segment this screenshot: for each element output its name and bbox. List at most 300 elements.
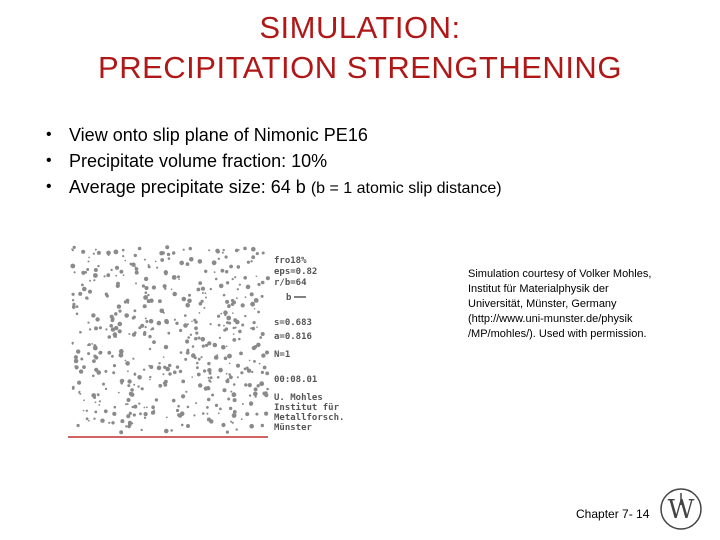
precipitate-dot: [232, 312, 234, 314]
precipitate-dot: [222, 252, 224, 254]
precipitate-dot: [114, 312, 118, 316]
precipitate-dot: [126, 414, 130, 418]
precipitate-dot: [98, 371, 100, 373]
precipitate-dot: [158, 299, 162, 303]
precipitate-dot: [227, 354, 232, 359]
precipitate-dot: [237, 376, 239, 378]
precipitate-dot: [182, 297, 187, 302]
precipitate-dot: [110, 269, 112, 271]
precipitate-dot: [104, 275, 106, 277]
precipitate-dot: [127, 384, 130, 387]
precipitate-dot: [192, 345, 195, 348]
precipitate-dot: [118, 310, 121, 313]
precipitate-dot: [138, 247, 142, 251]
precipitate-dot: [197, 373, 201, 377]
precipitate-dot: [195, 332, 198, 335]
precipitate-dot: [233, 383, 236, 386]
precipitate-dot: [197, 288, 201, 292]
precipitate-dot: [225, 327, 228, 330]
precipitate-dot: [243, 276, 247, 280]
precipitate-dot: [94, 268, 98, 272]
precipitate-dot: [215, 278, 218, 281]
precipitate-dot: [207, 387, 211, 391]
precipitate-dot: [266, 276, 270, 280]
precipitate-dot: [79, 393, 81, 395]
precipitate-dot: [225, 255, 228, 258]
precipitate-dot: [86, 410, 88, 412]
precipitate-dot: [72, 387, 75, 390]
precipitate-dot: [194, 320, 197, 323]
precipitate-dot: [247, 261, 250, 264]
precipitate-dot: [100, 419, 104, 423]
precipitate-dot: [177, 275, 180, 278]
precipitate-dot: [218, 324, 221, 327]
precipitate-dot: [201, 300, 204, 303]
precipitate-dot: [72, 342, 74, 344]
precipitate-dot: [262, 392, 266, 396]
precipitate-dot: [72, 293, 75, 296]
precipitate-dot: [232, 338, 236, 342]
precipitate-dot: [181, 380, 185, 384]
precipitate-dot: [120, 419, 124, 423]
precipitate-dot: [116, 282, 120, 286]
precipitate-dot: [179, 329, 182, 332]
precipitate-dot: [164, 319, 169, 324]
precipitate-dot: [248, 383, 252, 387]
precipitate-dot: [233, 327, 235, 329]
precipitate-dot: [134, 254, 137, 257]
precipitate-dot: [158, 362, 160, 364]
precipitate-dot: [245, 296, 247, 298]
precipitate-dot: [259, 336, 262, 339]
precipitate-dot: [213, 343, 217, 347]
precipitate-dot: [135, 271, 139, 275]
precipitate-dot: [187, 299, 192, 304]
precipitate-dot: [107, 351, 111, 355]
precipitate-dot: [185, 303, 190, 308]
bullet-item: [44, 122, 502, 148]
precipitate-dot: [207, 362, 210, 365]
precipitate-dot: [115, 336, 117, 338]
precipitate-dot: [219, 408, 222, 411]
precipitate-dot: [119, 430, 123, 434]
bullet-note: (b = 1 atomic slip distance): [310, 180, 502, 197]
precipitate-dot: [125, 361, 130, 366]
precipitate-dot: [93, 418, 95, 420]
precipitate-dot: [238, 330, 242, 334]
precipitate-dot: [164, 272, 167, 275]
precipitate-dot: [137, 375, 142, 380]
precipitate-dot: [144, 417, 146, 419]
precipitate-dot: [194, 326, 198, 330]
precipitate-dot: [72, 303, 75, 306]
precipitate-dot: [205, 297, 207, 299]
precipitate-dot: [120, 270, 124, 274]
precipitate-dot: [141, 387, 144, 390]
precipitate-dot: [238, 338, 241, 341]
precipitate-dot: [196, 366, 199, 369]
precipitate-dot: [99, 400, 101, 402]
precipitate-dot: [245, 412, 249, 416]
precipitate-dot: [145, 287, 148, 290]
precipitate-dot: [223, 294, 226, 297]
precipitate-dot: [115, 275, 117, 277]
precipitate-dot: [118, 322, 123, 327]
precipitate-dot: [111, 355, 114, 358]
precipitate-dot: [199, 312, 201, 314]
precipitate-dot: [143, 304, 147, 308]
precipitate-dot: [236, 428, 238, 430]
precipitate-dot: [83, 410, 85, 412]
precipitate-dot: [261, 424, 264, 427]
precipitate-dot: [102, 383, 105, 386]
precipitate-dot: [106, 273, 110, 277]
precipitate-dot: [195, 402, 197, 404]
precipitate-dot: [211, 394, 214, 397]
precipitate-dot: [145, 326, 147, 328]
precipitate-dot: [187, 336, 190, 339]
precipitate-dot: [225, 300, 229, 304]
precipitate-dot: [112, 371, 115, 374]
precipitate-dot: [250, 260, 252, 262]
precipitate-dot: [196, 362, 199, 365]
precipitate-dot: [236, 297, 238, 299]
precipitate-dot: [80, 358, 83, 361]
precipitate-dot: [118, 329, 122, 333]
precipitate-dot: [221, 345, 226, 350]
precipitate-dot: [221, 423, 225, 427]
page-footer: Chapter 7- 14: [576, 507, 650, 521]
precipitate-dot: [149, 379, 151, 381]
precipitate-dot: [91, 343, 93, 345]
precipitate-dot: [83, 399, 85, 401]
precipitate-dot: [259, 363, 261, 365]
precipitate-dot: [171, 288, 173, 290]
precipitate-dot: [95, 401, 97, 403]
precipitate-dot: [89, 328, 91, 330]
readout-line: b: [286, 293, 292, 303]
precipitate-dot: [163, 284, 167, 288]
precipitate-dot: [257, 283, 260, 286]
precipitate-dot: [229, 265, 233, 269]
precipitate-dot: [214, 271, 216, 273]
precipitate-dot: [183, 249, 185, 251]
precipitate-dot: [79, 369, 83, 373]
precipitate-dot: [193, 414, 195, 416]
precipitate-dot: [170, 429, 173, 432]
precipitate-dot: [251, 247, 256, 252]
precipitate-dot: [233, 333, 235, 335]
precipitate-dot: [191, 376, 193, 378]
precipitate-dot: [128, 421, 132, 425]
precipitate-dot: [93, 344, 96, 347]
precipitate-dot: [244, 383, 247, 386]
precipitate-dot: [127, 398, 131, 402]
precipitate-dot: [205, 292, 207, 294]
precipitate-dot: [126, 299, 130, 303]
precipitate-dot: [250, 302, 255, 307]
precipitate-dot: [191, 353, 196, 358]
precipitate-dot: [119, 349, 124, 354]
slide-title: [0, 8, 720, 88]
precipitate-dot: [125, 403, 127, 405]
precipitate-dot: [91, 393, 96, 398]
precipitate-dot: [106, 294, 109, 297]
precipitate-dot: [162, 373, 164, 375]
precipitate-dot: [125, 425, 127, 427]
precipitate-dot: [93, 279, 95, 281]
precipitate-dot: [205, 344, 208, 347]
precipitate-dot: [217, 315, 220, 318]
precipitate-dot: [142, 284, 145, 287]
readout-line: U. Mohles: [274, 393, 323, 403]
precipitate-dot: [254, 308, 256, 310]
precipitate-dot: [227, 378, 230, 381]
precipitate-dot: [187, 406, 190, 409]
precipitate-dot: [151, 411, 155, 415]
precipitate-dot: [104, 409, 108, 413]
precipitate-dot: [226, 321, 229, 324]
precipitate-dot: [145, 320, 148, 323]
precipitate-dot: [263, 366, 267, 370]
precipitate-dot: [256, 276, 258, 278]
precipitate-dot: [228, 373, 231, 376]
precipitate-dot: [113, 364, 116, 367]
precipitate-dot: [74, 355, 78, 359]
precipitate-dot: [165, 245, 169, 249]
precipitate-dot: [145, 291, 148, 294]
precipitate-dot: [226, 281, 229, 284]
precipitate-dot: [168, 364, 171, 367]
precipitate-dot: [115, 266, 119, 270]
precipitate-dot: [186, 349, 189, 352]
precipitate-dot: [233, 318, 237, 322]
precipitate-dot: [145, 318, 147, 320]
precipitate-dot: [79, 331, 82, 334]
precipitate-dot: [207, 368, 211, 372]
simulation-credit: Simulation courtesy of Volker Mohles, Institut für Materialphysik der Universität, Münster, Germany (http://www.uni-munster.de/physik /MP/mohles/). Used with permission.: [468, 268, 652, 340]
precipitate-dot: [252, 346, 256, 350]
precipitate-dot: [88, 420, 90, 422]
precipitate-dot: [147, 294, 149, 296]
precipitate-dot: [139, 412, 142, 415]
precipitate-dot: [255, 413, 258, 416]
precipitate-dot: [72, 299, 74, 301]
precipitate-dot: [123, 274, 125, 276]
precipitate-dot: [232, 300, 236, 304]
precipitate-dot: [178, 279, 180, 281]
precipitate-dot: [76, 313, 79, 316]
precipitate-dot: [229, 407, 232, 410]
precipitate-dot: [163, 366, 166, 369]
precipitate-dot: [189, 257, 194, 262]
precipitate-dot: [180, 351, 183, 354]
precipitate-dot: [120, 379, 124, 383]
precipitate-dot: [111, 421, 114, 424]
precipitate-dot: [220, 313, 222, 315]
precipitate-dot: [179, 370, 182, 373]
precipitate-dot: [98, 404, 100, 406]
precipitate-dot: [241, 324, 244, 327]
precipitate-dot: [208, 377, 210, 379]
precipitate-dot: [74, 359, 79, 364]
precipitate-dot: [159, 251, 163, 255]
precipitate-dot: [98, 351, 101, 354]
readout-line: fro18%: [274, 256, 307, 266]
precipitate-dot: [185, 391, 187, 393]
readout-line: Institut für: [274, 403, 340, 413]
precipitate-dot: [262, 252, 265, 255]
precipitate-dot: [149, 376, 151, 378]
precipitate-dot: [143, 295, 148, 300]
precipitate-dot: [239, 352, 243, 356]
precipitate-dot: [256, 252, 259, 255]
precipitate-dot: [253, 392, 258, 397]
precipitate-dot: [104, 370, 107, 373]
precipitate-dot: [191, 321, 193, 323]
precipitate-dot: [122, 255, 124, 257]
precipitate-dot: [217, 376, 220, 379]
precipitate-dot: [134, 331, 137, 334]
precipitate-dot: [221, 269, 225, 273]
precipitate-dot: [167, 332, 170, 335]
precipitate-dot: [226, 346, 228, 348]
precipitate-dot: [232, 422, 234, 424]
precipitate-dot: [117, 304, 121, 308]
precipitate-dot: [218, 258, 220, 260]
precipitate-dot: [261, 281, 265, 285]
precipitate-dot: [249, 403, 252, 406]
precipitate-dot: [86, 417, 89, 420]
precipitate-dot: [76, 349, 80, 353]
precipitate-dot: [167, 253, 170, 256]
precipitate-dot: [95, 249, 97, 251]
precipitate-dot: [70, 264, 75, 269]
precipitate-dot: [135, 266, 137, 268]
precipitate-dot: [251, 255, 255, 259]
precipitate-dot: [73, 246, 76, 249]
precipitate-dot: [249, 360, 251, 362]
precipitate-dot: [165, 430, 168, 433]
precipitate-dot: [114, 414, 116, 416]
precipitate-dot: [106, 251, 111, 256]
precipitate-dot: [81, 284, 84, 287]
precipitate-dot: [250, 292, 254, 296]
precipitate-dot: [92, 359, 96, 363]
precipitate-dot: [166, 417, 168, 419]
precipitate-dot: [215, 404, 218, 407]
precipitate-dot: [184, 358, 187, 361]
precipitate-dot: [81, 271, 85, 275]
precipitate-dot: [81, 250, 85, 254]
precipitate-dot: [183, 323, 188, 328]
simulation-image: [68, 243, 346, 443]
precipitate-dot: [198, 358, 201, 361]
wiley-logo-icon: [659, 487, 703, 531]
precipitate-dot: [172, 275, 177, 280]
precipitate-dot: [164, 345, 168, 349]
precipitate-dot: [76, 305, 79, 308]
precipitate-dot: [82, 365, 86, 369]
precipitate-dot: [189, 247, 192, 250]
bullet-text: Average precipitate size: 64 b: [69, 177, 311, 197]
precipitate-dot: [261, 371, 264, 374]
precipitate-dot: [132, 317, 135, 320]
precipitate-dot: [237, 288, 239, 290]
precipitate-dot: [232, 278, 234, 280]
precipitate-dot: [160, 258, 164, 262]
precipitate-dot: [149, 365, 153, 369]
precipitate-dot: [135, 282, 137, 284]
precipitate-dot: [134, 372, 136, 374]
precipitate-dot: [237, 265, 241, 269]
precipitate-dot: [108, 422, 110, 424]
precipitate-dot: [241, 418, 243, 420]
precipitate-dot: [93, 253, 95, 255]
precipitate-dot: [218, 412, 220, 414]
precipitate-dot: [151, 405, 155, 409]
precipitate-dot: [158, 384, 162, 388]
precipitate-dot: [127, 370, 129, 372]
precipitate-dot: [148, 335, 151, 338]
precipitate-dot: [202, 412, 205, 415]
precipitate-dot: [138, 403, 140, 405]
precipitate-dot: [181, 394, 185, 398]
precipitate-dot: [210, 376, 213, 379]
precipitate-dot: [118, 392, 120, 394]
precipitate-dot: [157, 366, 162, 371]
precipitate-dot: [172, 292, 177, 297]
precipitate-dot: [72, 249, 74, 251]
precipitate-dot: [99, 326, 102, 329]
precipitate-dot: [178, 414, 182, 418]
bullet-item: [44, 148, 502, 174]
precipitate-dot: [210, 323, 212, 325]
precipitate-dot: [86, 268, 89, 271]
precipitate-dot: [144, 407, 146, 409]
precipitate-dot: [155, 398, 158, 401]
precipitate-dot: [160, 309, 165, 314]
precipitate-dot: [198, 281, 202, 285]
precipitate-dot: [257, 311, 260, 314]
precipitate-dot: [143, 331, 146, 334]
precipitate-dot: [88, 261, 90, 263]
precipitate-dot: [109, 324, 113, 328]
precipitate-dot: [144, 412, 148, 416]
precipitate-dot: [206, 406, 209, 409]
precipitate-dot: [253, 360, 256, 363]
precipitate-dot: [111, 327, 115, 331]
precipitate-dot: [155, 261, 157, 263]
precipitate-dot: [190, 334, 192, 336]
precipitate-dot: [122, 249, 125, 252]
precipitate-dot: [215, 249, 219, 253]
precipitate-dot: [243, 247, 247, 251]
precipitate-dot: [89, 280, 91, 282]
precipitate-dot: [156, 267, 158, 269]
precipitate-dot: [209, 419, 213, 423]
precipitate-dot: [208, 249, 210, 251]
precipitate-dot: [97, 265, 99, 267]
precipitate-dot: [133, 384, 135, 386]
precipitate-dot: [168, 257, 171, 260]
precipitate-dot: [97, 251, 101, 255]
precipitate-dot: [93, 273, 98, 278]
precipitate-dot: [87, 344, 89, 346]
precipitate-dot: [194, 337, 197, 340]
bullet-text: View onto slip plane of Nimonic PE16: [69, 125, 368, 145]
precipitate-dot: [187, 323, 189, 325]
